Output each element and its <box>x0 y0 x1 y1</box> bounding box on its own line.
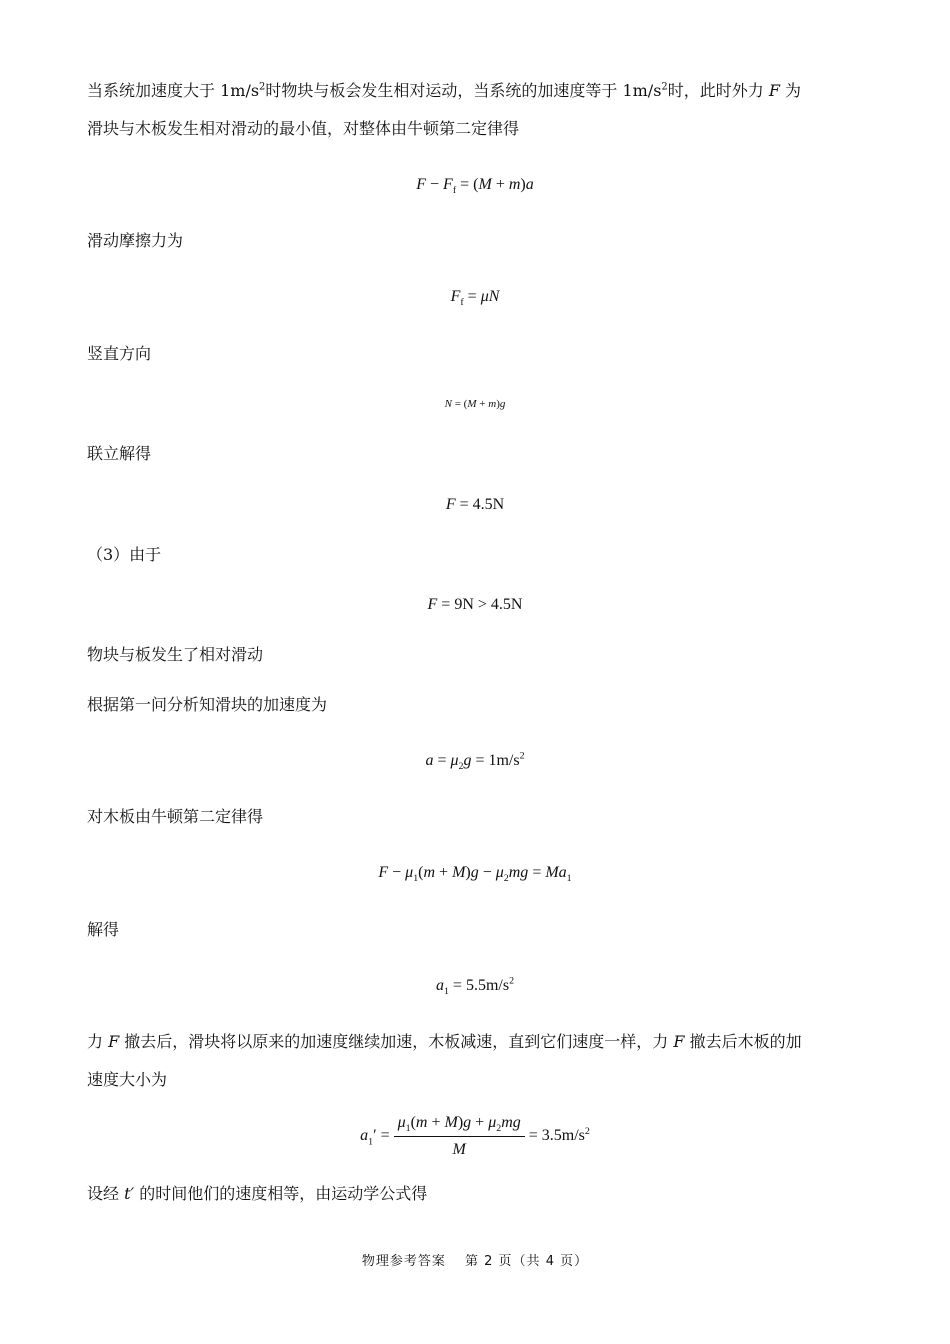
paragraph-2: 滑动摩擦力为 <box>87 231 184 250</box>
equation-5: F = 9N > 4.5N <box>427 596 523 613</box>
paragraph-1-line-1 <box>87 80 801 102</box>
equation-9: $a_1'$ = $\frac{\mu_1(m + M)g + \mu_2mg}{M}$ = $3.5m/s^2$ <box>0 1112 950 1161</box>
equation-6: $a = \mu_2g = 1m/s^2$ <box>425 750 525 773</box>
superscript: 2 <box>519 750 525 762</box>
paragraph-3: 竖直方向 <box>87 344 152 363</box>
equation-6-value: 1m/s <box>488 752 520 769</box>
superscript: 2 <box>509 975 515 987</box>
equation-1: $F - F_f = (M + m)a$ <box>416 176 534 197</box>
text: 设经 <box>87 1184 125 1203</box>
paragraph-1-line-2: 滑块与木板发生相对滑动的最小值，对整体由牛顿第二定律得 <box>87 119 520 138</box>
paragraph-9: 解得 <box>87 920 120 939</box>
superscript: 2 <box>259 81 266 93</box>
equation-2: $F_f = \mu N$ <box>450 288 500 309</box>
equation-7: $F - \mu_1(m + M)g - \mu_2mg = Ma_1$ <box>378 864 572 885</box>
paragraph-5: （3）由于 <box>87 545 162 564</box>
paragraph-10-line-2: 速度大小为 <box>87 1070 168 1089</box>
paragraph-6: 物块与板发生了相对滑动 <box>87 645 264 664</box>
text: 时物块与板会发生相对运动，当系统的加速度等于 1m/s <box>265 81 662 100</box>
symbol-t-prime: t′ <box>124 1184 135 1203</box>
text: 为 <box>779 81 802 100</box>
equation-4-value: 4.5N <box>472 496 505 513</box>
symbol-F: F <box>768 81 780 100</box>
equation-8: $a_1 = 5.5m/s^2$ <box>435 975 515 998</box>
symbol-F: F <box>108 1032 120 1051</box>
paragraph-10-line-1 <box>87 1031 802 1053</box>
symbol-F: F <box>673 1032 685 1051</box>
paragraph-11 <box>87 1183 427 1205</box>
text: 的时间他们的速度相等，由运动学公式得 <box>134 1184 428 1203</box>
paragraph-8: 对木板由牛顿第二定律得 <box>87 807 264 826</box>
equation-4: F = 4.5N <box>445 496 505 513</box>
paragraph-4: 联立解得 <box>87 444 152 463</box>
equation-5-value: 9N > 4.5N <box>454 596 523 613</box>
text: 时，此时外力 <box>667 81 769 100</box>
text: 撤去后木板的加 <box>684 1032 802 1051</box>
paragraph-7: 根据第一问分析知滑块的加速度为 <box>87 695 328 714</box>
equation-3: N = (M + m)g <box>444 398 506 410</box>
equation-8-value: 5.5m/s <box>465 977 510 994</box>
page-footer: 物理参考答案 第 2 页（共 4 页） <box>361 1254 589 1269</box>
superscript: 2 <box>584 1125 590 1137</box>
text: 撤去后，滑块将以原来的加速度继续加速，木板减速，直到它们速度一样，力 <box>119 1032 674 1051</box>
text: 当系统加速度大于 1m/s <box>87 81 260 100</box>
text: 力 <box>87 1032 109 1051</box>
fraction: $\frac{\mu_1(m + M)g + \mu_2mg}{M}$ <box>394 1112 525 1161</box>
superscript: 2 <box>661 81 668 93</box>
equation-9-value: 3.5m/s <box>541 1127 585 1145</box>
